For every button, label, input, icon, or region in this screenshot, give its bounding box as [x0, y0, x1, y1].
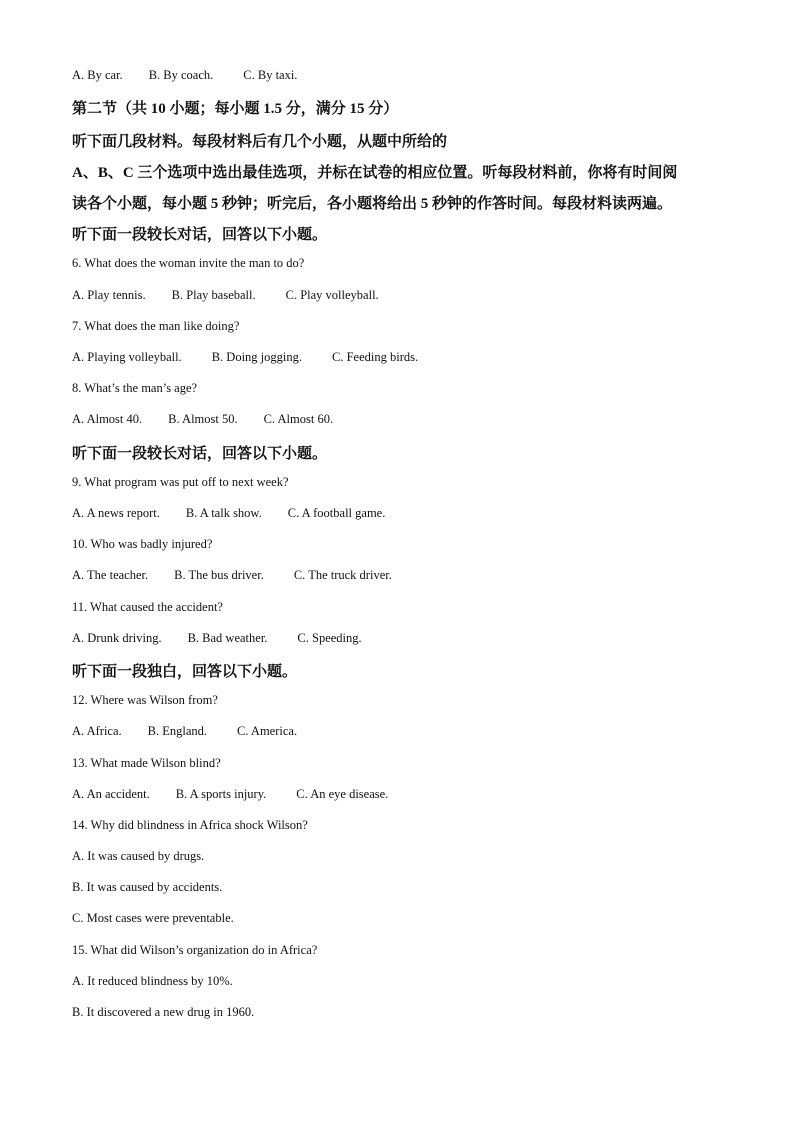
question-12: 12. Where was Wilson from? [72, 693, 218, 707]
q6-options [72, 288, 379, 303]
section2-instruction-3: 读各个小题，每小题 5 秒钟；听完后，各小题将给出 5 秒钟的作答时间。每段材料读两遍。 [72, 196, 673, 212]
question-9: 9. What program was put off to next week? [72, 475, 289, 489]
option-c[interactable]: C. The truck driver. [293, 568, 392, 582]
q12-options [72, 724, 297, 739]
option-c[interactable]: C. Play volleyball. [285, 288, 379, 302]
option-c[interactable]: C. By taxi. [243, 68, 298, 82]
option-a[interactable]: A. Africa. [72, 724, 122, 738]
q14-option-c[interactable]: C. Most cases were preventable. [72, 911, 234, 925]
q14-option-a[interactable]: A. It was caused by drugs. [72, 849, 205, 863]
option-a[interactable]: A. Play tennis. [72, 288, 146, 302]
section2-instruction-1: 听下面几段材料。每段材料后有几个小题，从题中所给的 [72, 134, 448, 150]
q8-options [72, 412, 333, 427]
question-14: 14. Why did blindness in Africa shock Wilson? [72, 818, 308, 832]
question-10: 10. Who was badly injured? [72, 537, 213, 551]
heading-monologue: 听下面一段独白，回答以下小题。 [72, 664, 298, 680]
question-7: 7. What does the man like doing? [72, 319, 240, 333]
option-a[interactable]: A. By car. [72, 68, 123, 82]
option-c[interactable]: C. An eye disease. [296, 787, 389, 801]
option-b[interactable]: B. A talk show. [185, 506, 262, 520]
option-c[interactable]: C. Feeding birds. [332, 350, 419, 364]
option-b[interactable]: B. Doing jogging. [211, 350, 303, 364]
option-b[interactable]: B. Bad weather. [187, 631, 268, 645]
option-c[interactable]: C. Almost 60. [263, 412, 334, 426]
q5-options [72, 68, 297, 83]
option-b[interactable]: B. Almost 50. [168, 412, 238, 426]
q7-options [72, 350, 418, 365]
q9-options [72, 506, 385, 521]
option-b[interactable]: B. Play baseball. [171, 288, 256, 302]
q15-option-a[interactable]: A. It reduced blindness by 10%. [72, 974, 233, 988]
option-a[interactable]: A. Drunk driving. [72, 631, 162, 645]
option-a[interactable]: A. A news report. [72, 506, 160, 520]
option-c[interactable]: C. Speeding. [297, 631, 362, 645]
question-15: 15. What did Wilson’s organization do in Africa? [72, 943, 318, 957]
option-c[interactable]: C. A football game. [287, 506, 386, 520]
option-b[interactable]: B. By coach. [148, 68, 214, 82]
heading-dialog-a: 听下面一段较长对话，回答以下小题。 [72, 227, 328, 243]
option-a[interactable]: A. Almost 40. [72, 412, 143, 426]
question-8: 8. What’s the man’s age? [72, 381, 198, 395]
section2-title: 第二节（共 10 小题；每小题 1.5 分，满分 15 分） [72, 101, 399, 117]
heading-dialog-b: 听下面一段较长对话，回答以下小题。 [72, 446, 328, 462]
option-b[interactable]: B. A sports injury. [175, 787, 267, 801]
q14-option-b[interactable]: B. It was caused by accidents. [72, 880, 223, 894]
option-b[interactable]: B. The bus driver. [174, 568, 264, 582]
question-13: 13. What made Wilson blind? [72, 756, 221, 770]
option-a[interactable]: A. The teacher. [72, 568, 149, 582]
option-b[interactable]: B. England. [147, 724, 208, 738]
section2-instruction-2: A、B、C 三个选项中选出最佳选项，并标在试卷的相应位置。听每段材料前，你将有时间阅 [72, 165, 678, 181]
q10-options [72, 568, 392, 583]
q13-options [72, 787, 388, 802]
q11-options [72, 631, 362, 646]
q15-option-b[interactable]: B. It discovered a new drug in 1960. [72, 1005, 255, 1019]
option-c[interactable]: C. America. [237, 724, 298, 738]
question-11: 11. What caused the accident? [72, 600, 223, 614]
option-a[interactable]: A. An accident. [72, 787, 150, 801]
question-6: 6. What does the woman invite the man to do? [72, 256, 305, 270]
option-a[interactable]: A. Playing volleyball. [72, 350, 182, 364]
